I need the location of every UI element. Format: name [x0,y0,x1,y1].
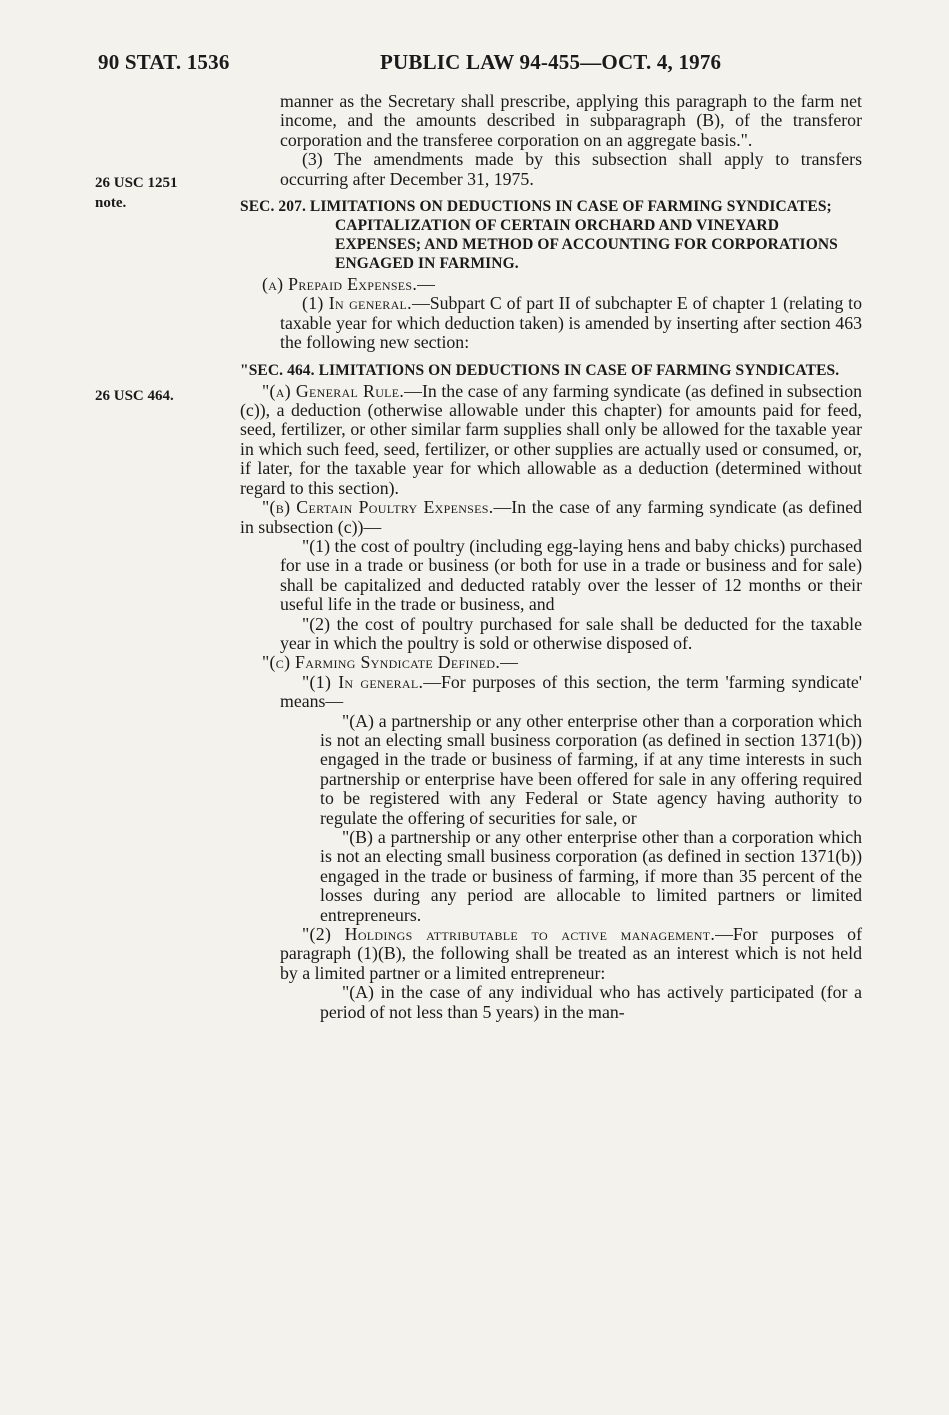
page-header [0,50,949,80]
subsection-a-title: (a) Prepaid Expenses.— [262,274,436,295]
paragraph-464c2 [240,925,862,983]
subsection-464b-heading: "(b) Certain Poultry Expenses. [262,497,494,518]
margin-note-line: note. [95,195,127,211]
subsection-464c-title: "(c) Farming Syndicate Defined.— [262,652,519,673]
section-464-heading: "SEC. 464. LIMITATIONS ON DEDUCTIONS IN CASE OF FARMING SYNDICATES. [240,361,840,379]
margin-note-line: 26 USC 1251 [95,175,178,191]
subsection-464a-heading: "(a) General Rule. [262,380,405,401]
public-law-title: PUBLIC LAW 94-455—OCT. 4, 1976 [380,50,722,74]
paragraph-464b2: "(2) the cost of poultry purchased for sale shall be deducted for the taxable year in which the poultry is sold or otherwise disposed of. [280,613,862,653]
paragraph-3: (3) The amendments made by this subsection shall apply to transfers occurring after December 31, 1975. [280,149,862,189]
paragraph-464b1: "(1) the cost of poultry (including egg-laying hens and baby chicks) purchased for use in a trade or business (or both for use in a trade or business and for sale) shall be capitalized and deducted ratably over the lesser of 12 months or their useful life in the trade or business, and [280,535,862,615]
subparagraph-464c1B: "(B) a partnership or any other enterprise other than a corporation which is not an electing small business corporation (as defined in section 1371(b)) engaged in the trade or business of farming, if more than 35 percent of the losses during any period are allocable to limited partners or limited entrepreneurs. [320,827,862,925]
paragraph-a1 [240,294,862,352]
subparagraph-464c1A: "(A) a partnership or any other enterprise other than a corporation which is not an electing small business corporation (as defined in section 1371(b)) engaged in the trade or business of farming, if at any time interests in such partnership or enterprise have been offered for sale in any offering required to be registered with any Federal or State agency having authority to regulate the offering of securities for sale, or [320,710,862,828]
subsection-464a-text: —In the case of any farming syndicate (as defined in subsection (c)), a deduction (otherwise allowable under this chapter) for amounts paid for feed, seed, fertilizer, or other similar farm supplies shall only be allowed for the taxable year in which such feed, seed, fertilizer, or other supplies are actually used or consumed, or, if later, for the taxable year for which allowable as a deduction (determined without regard to this section). [240,380,862,498]
paragraph-464c1-heading: "(1) In general. [302,671,424,692]
subsection-464a [240,382,862,498]
subsection-a-heading [240,275,862,294]
paragraph-464c1 [240,673,862,712]
paragraph-a1-heading: (1) In general. [302,293,412,314]
subparagraph-464c2A: "(A) in the case of any individual who has actively participated (for a period of not less than 5 years) in the man- [320,982,862,1022]
paragraph-a1-text: —Subpart C of part II of subchapter E of chapter 1 (relating to taxable year for which deduction taken) is amended by inserting after section 463 the following new section: [280,293,862,353]
paragraph-464c1-text: —For purposes of this section, the term 'farming syndicate' means— [280,671,862,712]
margin-note-usc-1251 [95,173,178,213]
margin-note-usc-464: 26 USC 464. [95,388,174,404]
paragraph-continuation: manner as the Secretary shall prescribe, applying this paragraph to the farm net income, and the amounts described in subparagraph (B), of the transferor corporation and the transferee corporation on an aggregate basis.". [280,91,862,150]
subsection-464b-text: —In the case of any farming syndicate (as defined in subsection (c))— [240,497,862,537]
paragraph-464c2-text: —For purposes of paragraph (1)(B), the following shall be treated as an interest which is not held by a limited partner or a limited entrepreneur: [280,924,862,983]
body-text [240,92,862,1022]
statute-page-number: 90 STAT. 1536 [98,50,230,74]
subsection-464b [240,498,862,537]
subsection-464c-heading [240,653,862,672]
paragraph-464c2-heading: "(2) Holdings attributable to active management. [302,924,716,945]
section-207-heading: SEC. 207. LIMITATIONS ON DEDUCTIONS IN CASE OF FARMING SYNDICATES; CAPITALIZATION OF CERTAIN ORCHARD AND VINEYARD EXPENSES; AND METHOD OF ACCOUNTING FOR CORPORATIONS ENGAGED IN FARMING. [240,198,838,273]
